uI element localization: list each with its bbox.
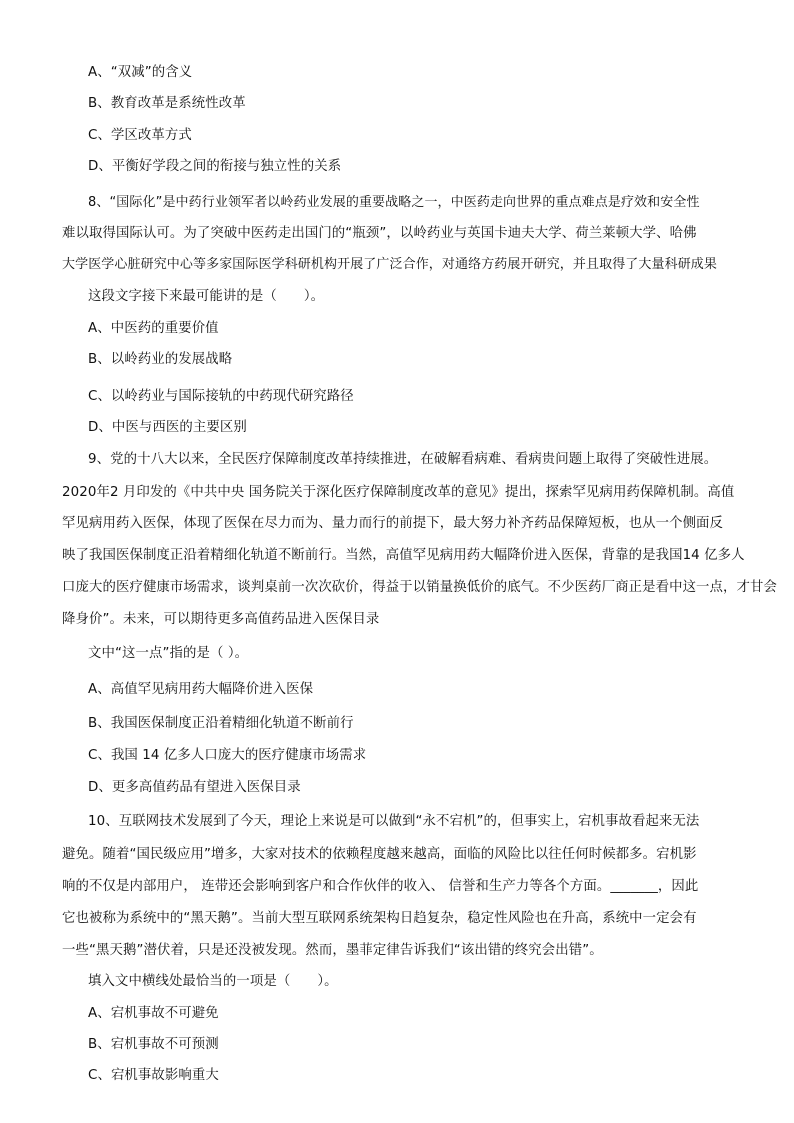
q8-prompt: 这段文字接下来最可能讲的是（ ）。 bbox=[88, 289, 325, 304]
q8-option-a: A、中医药的重要价值 bbox=[88, 321, 219, 336]
q9-stem-line-6: 降身价”。未来，可以期待更多高值药品进入医保目录 bbox=[62, 612, 380, 627]
q9-option-a: A、高值罕见病用药大幅降价进入医保 bbox=[88, 682, 314, 697]
q7-option-b: B、教育改革是系统性改革 bbox=[88, 96, 246, 111]
q10-stem-line-4: 它也被称为系统中的“黑天鹅”。当前大型互联网系统架构日趋复杂，稳定性风险也在升高，系统中一定会有 bbox=[62, 911, 697, 926]
q10-prompt: 填入文中横线处最恰当的一项是（ ）。 bbox=[88, 974, 338, 989]
q9-stem-line-5: 口庞大的医疗健康市场需求，谈判桌前一次次砍价，得益于以销量换低价的底气。不少医药厂商正是看中这一点，才甘会 bbox=[62, 580, 777, 595]
q8-stem-line-1: 8、“国际化”是中药行业领军者以岭药业发展的重要战略之一，中医药走向世界的重点难点是疗效和安全性 bbox=[88, 195, 700, 210]
q9-stem-line-3: 罕见病用药入医保，体现了医保在尽力而为、量力而行的前提下，最大努力补齐药品保障短板，也从一个侧面反 bbox=[62, 516, 724, 531]
q8-option-c: C、以岭药业与国际接轨的中药现代研究路径 bbox=[88, 389, 354, 404]
q10-stem-line-3: 响的不仅是内部用户， 连带还会影响到客户和合作伙伴的收入、 信誉和生产力等各个方面。_______，因此 bbox=[62, 879, 699, 894]
q8-option-b: B、以岭药业的发展战略 bbox=[88, 352, 233, 367]
q8-option-d: D、中医与西医的主要区别 bbox=[88, 420, 247, 435]
q9-option-b: B、我国医保制度正沿着精细化轨道不断前行 bbox=[88, 716, 354, 731]
q8-stem-line-2: 难以取得国际认可。为了突破中医药走出国门的“瓶颈”，以岭药业与英国卡迪夫大学、荷兰莱顿大学、哈佛 bbox=[62, 226, 697, 241]
q10-option-b: B、宕机事故不可预测 bbox=[88, 1037, 219, 1052]
q7-option-a: A、“双减”的含义 bbox=[88, 65, 193, 80]
q7-option-d: D、平衡好学段之间的衔接与独立性的关系 bbox=[88, 159, 342, 174]
q9-stem-line-1: 9、党的十八大以来，全民医疗保障制度改革持续推进，在破解看病难、看病贵问题上取得了突破性进展。 bbox=[88, 452, 718, 467]
q10-stem-line-1: 10、互联网技术发展到了今天，理论上来说是可以做到“永不宕机”的，但事实上，宕机事故看起来无法 bbox=[88, 814, 700, 829]
q8-stem-line-3: 大学医学心脏研究中心等多家国际医学科研机构开展了广泛合作，对通络方药展开研究，并且取得了大量科研成果 bbox=[62, 257, 718, 272]
q10-option-a: A、宕机事故不可避免 bbox=[88, 1006, 219, 1021]
q9-prompt: 文中“这一点”指的是（ ）。 bbox=[88, 646, 249, 661]
q10-stem-line-5: 一些“黑天鹅”潜伏着，只是还没被发现。然而，墨菲定律告诉我们“该出错的终究会出错”。 bbox=[62, 943, 603, 958]
q9-option-d: D、更多高值药品有望进入医保目录 bbox=[88, 780, 301, 795]
q9-option-c: C、我国 14 亿多人口庞大的医疗健康市场需求 bbox=[88, 748, 367, 763]
q9-stem-line-2: 2020年2 月印发的《中共中央 国务院关于深化医疗保障制度改革的意见》提出，探索罕见病用药保障机制。高值 bbox=[62, 485, 735, 500]
q7-option-c: C、学区改革方式 bbox=[88, 128, 192, 143]
q10-option-c: C、宕机事故影响重大 bbox=[88, 1068, 219, 1083]
q10-stem-line-2: 避免。随着“国民级应用”增多，大家对技术的依赖程度越来越高，面临的风险比以往任何时候都多。宕机影 bbox=[62, 847, 697, 862]
q9-stem-line-4: 映了我国医保制度正沿着精细化轨道不断前行。当然，高值罕见病用药大幅降价进入医保，背靠的是我国14 亿多人 bbox=[62, 548, 745, 563]
